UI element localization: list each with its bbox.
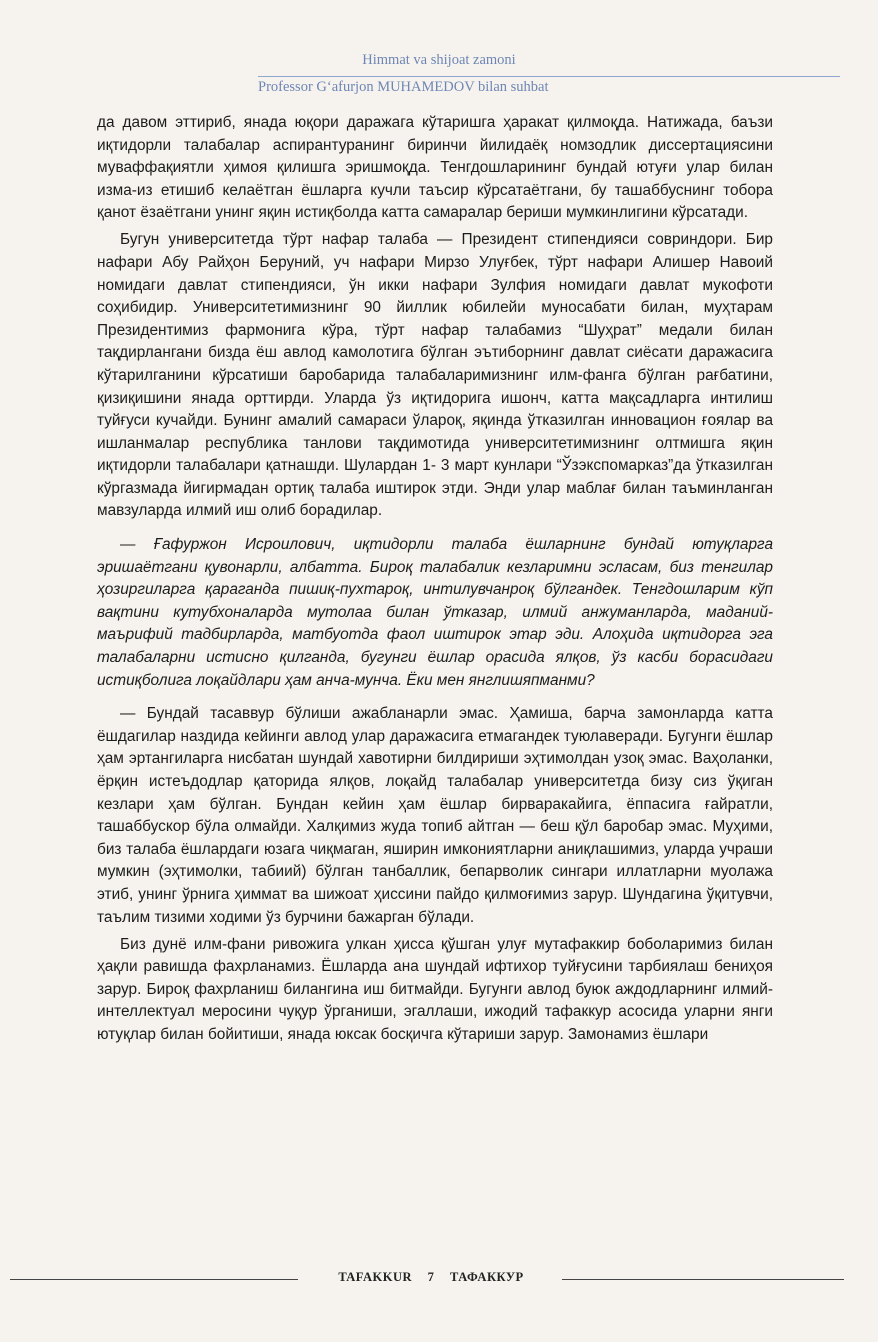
paragraph: Бугун университетда тўрт нафар талаба — Президент стипендияси совриндори. Бир нафари Абу Райҳон Беруний, уч нафари Мирзо Улуғбек, тўрт нафари Алишер Навоий номидаги давлат стипендияси, ўн икки нафари Зулфия номидаги давлат мукофоти соҳибидир. Университетимизнинг 90 йиллик юбилейи муносабати билан, муҳтарам Президентимиз фармонига кўра, тўрт нафар талабамиз “Шуҳрат” медали билан тақдирлангани бизда ёш авлод камолотига бўлган эътиборнинг давлат сиёсати даражасига кўтарилганини кўрсатиши баробарида талабаларимизнинг илм-фанга бўлган рағбатини, қизиқишини янада орттирди. Уларда ўз иқтидорига ишонч, катта мақсадларга интилиш туйғуси кучайди. Бунинг амалий самараси ўлароқ, яқинда ўтказилган инновацион ғоялар ва ишланмалар республика танлови тақдимотида университетимизнинг олтмишга яқин иқтидорли талабалари қатнашди. Шулардан 1- 3 март кунлари “Ўзэкспомарказ”да ўтказилган кўргазмада йигирмадан ортиқ талаба иштирок этди. Энди улар маблағ билан таъминланган мавзуларда илмий иш олиб борадилар. xyxy=(97,231,773,520)
footer-rule-right xyxy=(562,1279,844,1280)
footer-journal-latin: TAFAKKUR xyxy=(338,1270,413,1284)
paragraph: Биз дунё илм-фани ривожига улкан ҳисса қўшган улуғ мутафаккир боболаримиз билан ҳақли равишда фахрланамиз. Ёшларда ана шундай ифтихор туйғусини тарбиялаш бениҳоя зарур. Бироқ фахрланиш билангина иш битмайди. Бугунги авлод буюк аждодларнинг илмий-интеллектуал меросини чуқур ўрганиши, эгаллаши, ижодий тафаккур асосида уларни янги ютуқлар билан бойитиши, янада юксак босқичга кўтариши зарур. Замонамиз ёшлари xyxy=(97,935,773,1043)
page-footer xyxy=(10,1268,866,1290)
interviewer-question: — Ғафуржон Исроилович, иқтидорли талаба ёшларнинг бундай ютуқларга эришаётгани қувонарли, албатта. Бироқ талабалик кезларимни эсласам, биз тенгилар ҳозиргиларга қараганда пишиқ-пухтароқ, интилувчанроқ бўлгандек. Тенгдошларим кўп вақтини кутубхоналарда мутолаа билан ўтказар, илмий анжуманларда, маданий-маърифий тадбирларда, матбуотда фаол иштирок этар эди. Алоҳида иқтидорга эга талабаларни истисно қилганда, бугунги ёшлар орасида ялқов, ўз касби борасидаги истиқболига лоқайдлари ҳам анча-мунча. Ёки мен янглишяпманми? xyxy=(97,536,773,689)
footer-label xyxy=(300,1270,562,1285)
header-title: Himmat va shijoat zamoni xyxy=(362,52,516,68)
header-subtitle: Professor G‘afurjon MUHAMEDOV bilan suhbat xyxy=(258,79,549,95)
footer-journal-cyrillic: ТАФАККУР xyxy=(450,1270,524,1284)
paragraph-continuation: да давом эттириб, янада юқори даражага кўтаришга ҳаракат қилмоқда. Натижада, баъзи иқтидорли талабалар аспирантуранинг биринчи йилидаёқ номзодлик диссертациясини муваффақиятли ҳимоя қилишга эришмоқда. Тенгдошларининг бундай ютуғи улар билан изма-из етишиб келаётган ёшларга кучли таъсир кўрсатаётгани, бу ташаббуснинг тобора қанот ёзаётгани унинг яқин истиқболда катта самаралар бериши мумкинлигини кўрсатади. xyxy=(97,114,773,222)
footer-rule-left xyxy=(10,1279,298,1280)
paragraph: — Бундай тасаввур бўлиши ажабланарли эмас. Ҳамиша, барча замонларда катта ёшдагилар наздида кейинги авлод улар даражасига етмагандек туюлаверади. Бугунги ёшлар ҳам эртангиларга нисбатан шундай хавотирни билдириши эҳтимолдан узоқ эмас. Ваҳоланки, ёрқин истеъдодлар қаторида ялқов, лоқайд талабалар университетда бизу сиз ўқиган кезлари ҳам бўлган. Бундан кейин ҳам ёшлар бирваракайига, ёппасига ғайратли, ташаббускор бўла олмайди. Халқимиз жуда топиб айтган — беш қўл баробар эмас. Муҳими, биз талаба ёшлардаги юзага чиқмаган, яширин имкониятларни аниқлашимиз, уларда учраши мумкин (эҳтимолки, табиий) бўлган танбаллик, бепарволик сингари иллатларни муолажа этиб, унинг ўрнига ҳиммат ва шижоат ҳиссини пайдо қилмоғимиз зарур. Шундагина ўқитувчи, таълим тизими ходими ўз бурчини бажарган бўлади. xyxy=(97,705,773,926)
page-number: 7 xyxy=(427,1270,435,1284)
article-body xyxy=(97,112,773,1051)
header-rule xyxy=(258,76,840,77)
